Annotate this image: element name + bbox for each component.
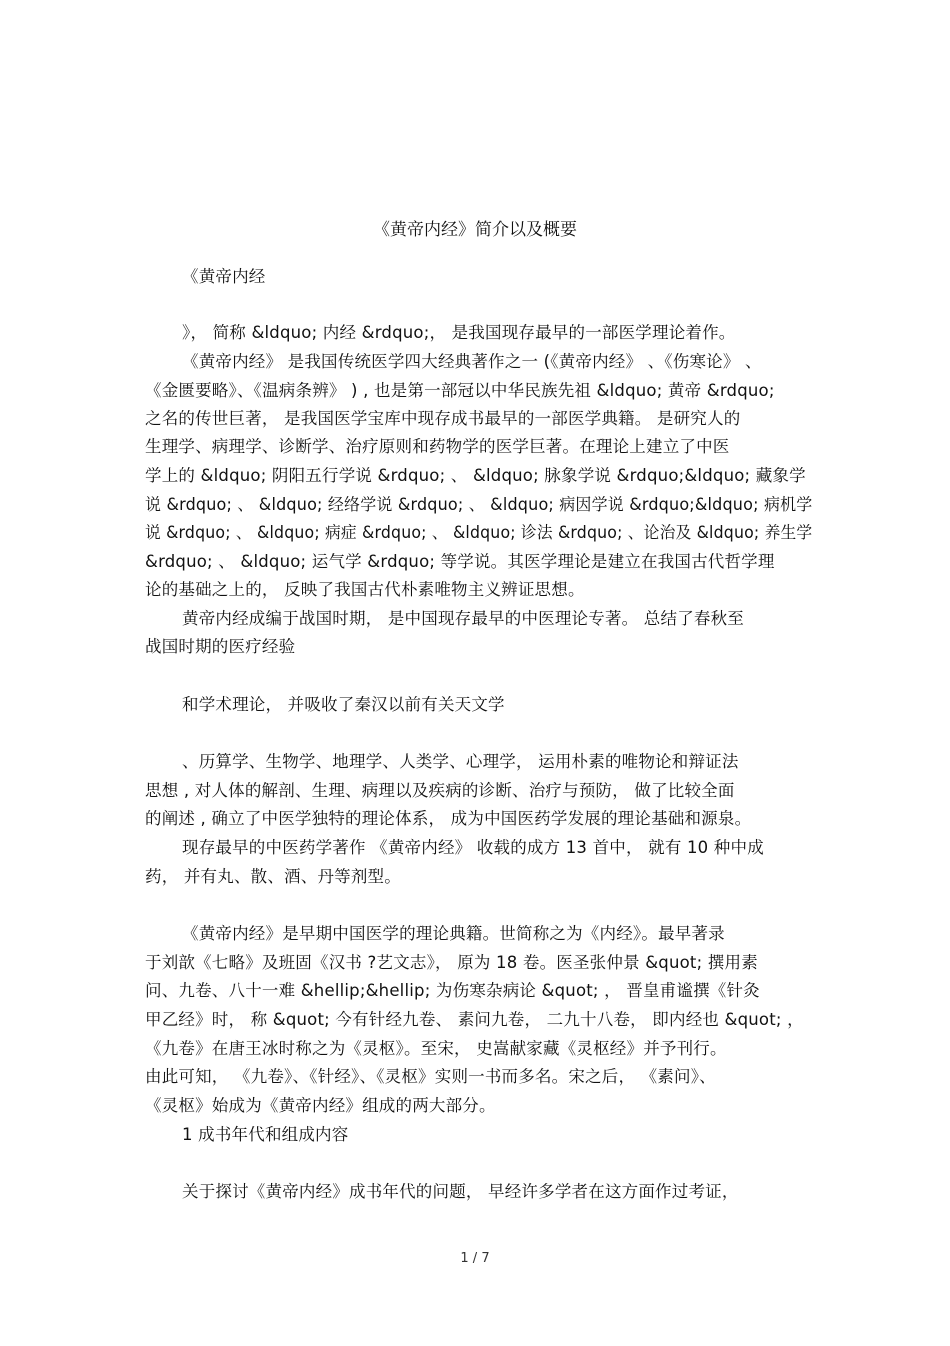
paragraph-line: 由此可知， 《九卷》、《针经》、《灵枢》实则一书而多名。宋之后， 《素问》、 (145, 1067, 716, 1086)
paragraph-line: &rdquo; 、 &ldquo; 运气学 &rdquo; 等学说。其医学理论是建立在我国古代哲学理 (145, 552, 775, 571)
paragraph-line: 说 &rdquo; 、 &ldquo; 病症 &rdquo; 、 &ldquo; 诊法 &rdquo; 、论治及 &ldquo; 养生学 (145, 523, 813, 542)
paragraph-line: 生理学、病理学、诊断学、治疗原则和药物学的医学巨著。在理论上建立了中医 (145, 437, 730, 456)
paragraph-line: 《黄帝内经 (182, 267, 266, 286)
paragraph-line: 、历算学、生物学、地理学、人类学、心理学， 运用朴素的唯物论和辩证法 (182, 752, 739, 771)
paragraph-line: 》， 简称 &ldquo; 内经 &rdquo;， 是我国现存最早的一部医学理论着作。 (182, 323, 736, 342)
paragraph-line: 之名的传世巨著， 是我国医学宝库中现存成书最早的一部医学典籍。 是研究人的 (145, 409, 741, 428)
paragraph-line: 《灵枢》始成为《黄帝内经》组成的两大部分。 (145, 1096, 496, 1115)
section-heading: 1 成书年代和组成内容 (182, 1125, 349, 1144)
paragraph-line: 《黄帝内经》 是我国传统医学四大经典著作之一 (《黄帝内经》 、《伤寒论》 、 (182, 352, 762, 371)
paragraph-line: 《九卷》在唐王冰时称之为《灵枢》。至宋， 史嵩献家藏《灵枢经》并予刊行。 (145, 1039, 727, 1058)
paragraph-line: 于刘歆《七略》及班固《汉书 ?艺文志》， 原为 18 卷。医圣张仲景 &quot; 撰用素 (145, 953, 758, 972)
paragraph-line: 问、九卷、八十一难 &hellip;&hellip; 为伤寒杂病论 &quot; ， 晋皇甫谧撰《针灸 (145, 981, 760, 1000)
paragraph-line: 关于探讨《黄帝内经》成书年代的问题， 早经许多学者在这方面作过考证， (182, 1182, 739, 1201)
paragraph-line: 说 &rdquo; 、 &ldquo; 经络学说 &rdquo; 、 &ldquo; 病因学说 &rdquo;&ldquo; 病机学 (145, 495, 813, 514)
paragraph-line: 思想 , 对人体的解剖、生理、病理以及疾病的诊断、治疗与预防， 做了比较全面 (145, 781, 735, 800)
paragraph-line: 战国时期的医疗经验 (145, 637, 296, 656)
paragraph-line: 和学术理论， 并吸收了秦汉以前有关天文学 (182, 695, 505, 714)
paragraph-line: 药， 并有丸、散、酒、丹等剂型。 (145, 867, 401, 886)
paragraph-line: 现存最早的中医药学著作 《黄帝内经》 收载的成方 13 首中， 就有 10 种中成 (182, 838, 764, 857)
paragraph-line: 甲乙经》时， 称 &quot; 今有针经九卷、 素问九卷， 二九十八卷， 即内经也 &quot; ， (145, 1010, 804, 1029)
paragraph-line: 学上的 &ldquo; 阴阳五行学说 &rdquo; 、 &ldquo; 脉象学说 &rdquo;&ldquo; 藏象学 (145, 466, 806, 485)
paragraph-line: 的阐述 , 确立了中医学独特的理论体系， 成为中国医药学发展的理论基础和源泉。 (145, 809, 752, 828)
paragraph-line: 黄帝内经成编于战国时期， 是中国现存最早的中医理论专著。 总结了春秋至 (182, 609, 744, 628)
paragraph-line: 《黄帝内经》是早期中国医学的理论典籍。世简称之为《内经》。最早著录 (182, 924, 725, 943)
paragraph-line: 论的基础之上的， 反映了我国古代朴素唯物主义辨证思想。 (145, 580, 585, 599)
page-number: 1 / 7 (460, 1251, 490, 1266)
paragraph-line: 《金匮要略》、《温病条辨》 ) , 也是第一部冠以中华民族先祖 &ldquo; 黄帝 &rdquo; (145, 381, 775, 400)
document-title: 《黄帝内经》简介以及概要 (373, 220, 577, 240)
